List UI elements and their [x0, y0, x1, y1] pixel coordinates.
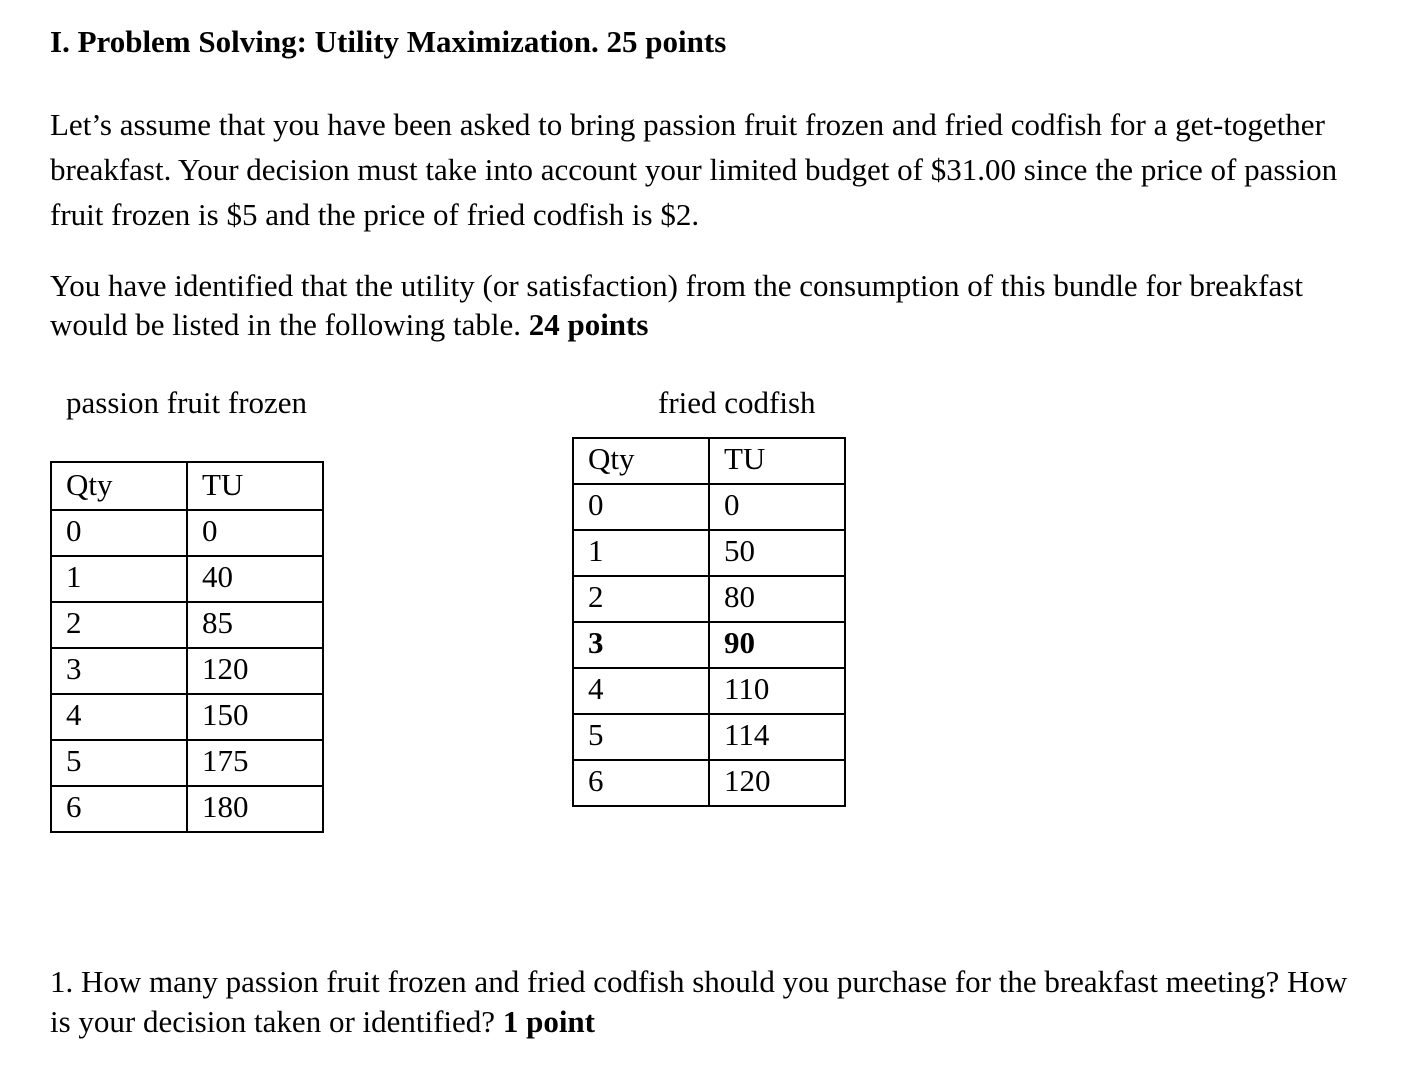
qty-cell: 6 [573, 760, 709, 806]
codfish-table-title: fried codfish [658, 385, 816, 420]
qty-cell: 2 [573, 576, 709, 622]
tu-cell: 120 [709, 760, 845, 806]
utility-text: You have identified that the utility (or satisfaction) from the consumption of this bundle for breakfast would be listed in the following table. [50, 268, 1303, 342]
tu-cell: 85 [187, 602, 323, 648]
qty-cell: 1 [573, 530, 709, 576]
table-row [573, 714, 845, 760]
table-row [51, 510, 323, 556]
table-row [573, 576, 845, 622]
table-row [51, 648, 323, 694]
table-row [573, 760, 845, 806]
tu-cell: 150 [187, 694, 323, 740]
qty-cell: 5 [573, 714, 709, 760]
tu-cell: 120 [187, 648, 323, 694]
passion-table-title: passion fruit frozen [66, 385, 308, 420]
passion-fruit-table [50, 461, 324, 833]
qty-cell: 4 [573, 668, 709, 714]
table-row [573, 484, 845, 530]
intro-paragraph: Let’s assume that you have been asked to bring passion fruit frozen and fried codfish for a get-together breakfast. Your decision must take into account your limited budget of $31.00 since the price of passion fruit frozen is $5 and the price of fried codfish is $2. [50, 107, 1338, 232]
table-header-row [573, 438, 845, 484]
tu-cell: 114 [709, 714, 845, 760]
question-points: 1 point [502, 1004, 595, 1039]
tu-cell: 40 [187, 556, 323, 602]
problem-heading: I. Problem Solving: Utility Maximization. 25 points [50, 24, 727, 59]
qty-cell: 6 [51, 786, 187, 832]
utility-points: 24 points [528, 307, 649, 342]
question-paragraph [50, 962, 1370, 1042]
table-row [51, 740, 323, 786]
tu-cell: 0 [187, 510, 323, 556]
table-row [573, 530, 845, 576]
tu-header: TU [187, 462, 323, 510]
table-row [573, 668, 845, 714]
tu-header: TU [709, 438, 845, 484]
table-row [573, 622, 845, 668]
table-row [51, 556, 323, 602]
tu-cell: 175 [187, 740, 323, 786]
tu-cell: 180 [187, 786, 323, 832]
qty-cell: 0 [573, 484, 709, 530]
table-row [51, 694, 323, 740]
qty-cell: 1 [51, 556, 187, 602]
qty-header: Qty [51, 462, 187, 510]
table-row [51, 786, 323, 832]
qty-cell: 4 [51, 694, 187, 740]
fried-codfish-table [572, 437, 846, 807]
qty-header: Qty [573, 438, 709, 484]
tu-cell: 50 [709, 530, 845, 576]
table-row [51, 602, 323, 648]
utility-paragraph [50, 266, 1370, 344]
tu-cell: 0 [709, 484, 845, 530]
qty-cell: 5 [51, 740, 187, 786]
qty-cell: 0 [51, 510, 187, 556]
tu-cell: 80 [709, 576, 845, 622]
tu-cell: 90 [709, 622, 845, 668]
qty-cell: 3 [51, 648, 187, 694]
question-text: 1. How many passion fruit frozen and fried codfish should you purchase for the breakfast meeting? How is your decision taken or identified? [50, 964, 1348, 1039]
qty-cell: 3 [573, 622, 709, 668]
table-header-row [51, 462, 323, 510]
qty-cell: 2 [51, 602, 187, 648]
tu-cell: 110 [709, 668, 845, 714]
